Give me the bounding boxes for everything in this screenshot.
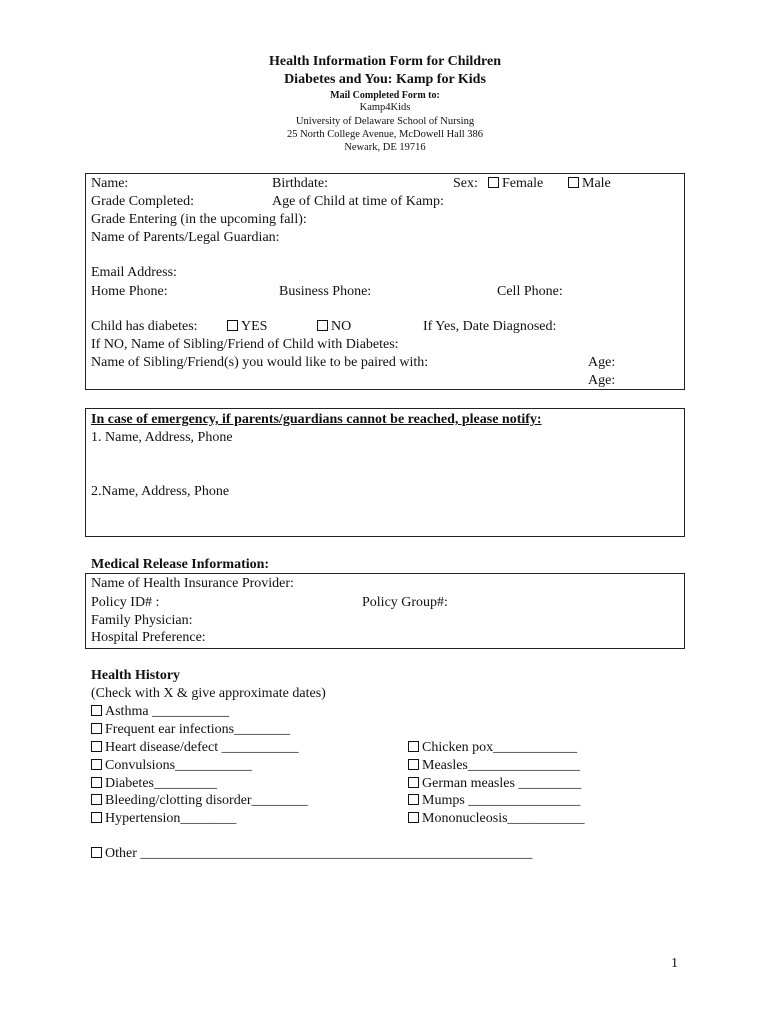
checkbox[interactable] (408, 759, 419, 770)
female-option[interactable]: Female (488, 176, 543, 192)
home-phone-label: Home Phone: (91, 284, 168, 299)
form-title: Health Information Form for Children (268, 54, 502, 69)
checkbox[interactable] (91, 847, 102, 858)
history-item-heart-disease[interactable]: Heart disease/defect ___________ (91, 740, 299, 756)
date-diagnosed-label: If Yes, Date Diagnosed: (423, 319, 557, 334)
checkbox[interactable] (91, 759, 102, 770)
history-item-german-measles[interactable]: German measles _________ (408, 776, 581, 792)
history-item-measles[interactable]: Measles________________ (408, 758, 580, 774)
birthdate-label: Birthdate: (272, 176, 328, 191)
emergency-contact-1: 1. Name, Address, Phone (91, 430, 233, 445)
history-item-diabetes[interactable]: Diabetes_________ (91, 776, 217, 792)
male-checkbox[interactable] (568, 177, 579, 188)
name-label: Name: (91, 176, 129, 191)
history-item-other[interactable]: Other ________________________________________________________ (91, 846, 532, 862)
sex-label: Sex: (453, 176, 478, 191)
diabetes-no-option[interactable]: NO (317, 319, 351, 335)
checkbox[interactable] (91, 794, 102, 805)
age-label-1: Age: (588, 355, 616, 370)
mail-label: Mail Completed Form to: (330, 90, 440, 101)
insurance-label: Name of Health Insurance Provider: (91, 576, 294, 591)
policy-id-label: Policy ID# : (91, 595, 160, 610)
checkbox[interactable] (91, 741, 102, 752)
yes-checkbox[interactable] (227, 320, 238, 331)
history-item-bleeding[interactable]: Bleeding/clotting disorder________ (91, 793, 308, 809)
male-option[interactable]: Male (568, 176, 611, 192)
checkbox[interactable] (408, 741, 419, 752)
history-item-asthma[interactable]: Asthma ___________ (91, 704, 229, 720)
address-line-1: Kamp4Kids (359, 102, 411, 113)
address-line-2: University of Delaware School of Nursing (295, 116, 475, 127)
checkbox[interactable] (91, 777, 102, 788)
form-subtitle: Diabetes and You: Kamp for Kids (284, 72, 486, 87)
hospital-label: Hospital Preference: (91, 630, 206, 645)
female-checkbox[interactable] (488, 177, 499, 188)
emergency-heading: In case of emergency, if parents/guardians cannot be reached, please notify: (91, 412, 542, 427)
history-item-hypertension[interactable]: Hypertension________ (91, 811, 236, 827)
cell-phone-label: Cell Phone: (497, 284, 563, 299)
checkbox[interactable] (408, 794, 419, 805)
checkbox[interactable] (91, 723, 102, 734)
history-item-mumps[interactable]: Mumps ________________ (408, 793, 580, 809)
checkbox[interactable] (408, 777, 419, 788)
has-diabetes-label: Child has diabetes: (91, 319, 198, 334)
age-at-kamp-label: Age of Child at time of Kamp: (272, 194, 444, 209)
emergency-contact-2: 2.Name, Address, Phone (91, 484, 230, 499)
history-item-mononucleosis[interactable]: Mononucleosis___________ (408, 811, 585, 827)
checkbox[interactable] (408, 812, 419, 823)
page-number: 1 (671, 956, 678, 971)
parents-label: Name of Parents/Legal Guardian: (91, 230, 280, 245)
medical-heading: Medical Release Information: (91, 557, 270, 572)
sibling-label: If NO, Name of Sibling/Friend of Child with Diabetes: (91, 337, 399, 352)
age-label-2: Age: (588, 373, 616, 388)
policy-group-label: Policy Group#: (362, 595, 448, 610)
diabetes-yes-option[interactable]: YES (227, 319, 267, 335)
business-phone-label: Business Phone: (279, 284, 372, 299)
email-label: Email Address: (91, 265, 177, 280)
history-item-chicken-pox[interactable]: Chicken pox____________ (408, 740, 577, 756)
checkbox[interactable] (91, 705, 102, 716)
history-item-convulsions[interactable]: Convulsions___________ (91, 758, 252, 774)
history-item-ear-infections[interactable]: Frequent ear infections________ (91, 722, 290, 738)
no-checkbox[interactable] (317, 320, 328, 331)
address-line-4: Newark, DE 19716 (344, 142, 426, 153)
history-instructions: (Check with X & give approximate dates) (91, 686, 326, 701)
checkbox[interactable] (91, 812, 102, 823)
grade-entering-label: Grade Entering (in the upcoming fall): (91, 212, 307, 227)
grade-completed-label: Grade Completed: (91, 194, 195, 209)
address-line-3: 25 North College Avenue, McDowell Hall 386 (286, 129, 484, 140)
history-heading: Health History (91, 668, 181, 683)
physician-label: Family Physician: (91, 613, 193, 628)
paired-with-label: Name of Sibling/Friend(s) you would like to be paired with: (91, 355, 429, 370)
